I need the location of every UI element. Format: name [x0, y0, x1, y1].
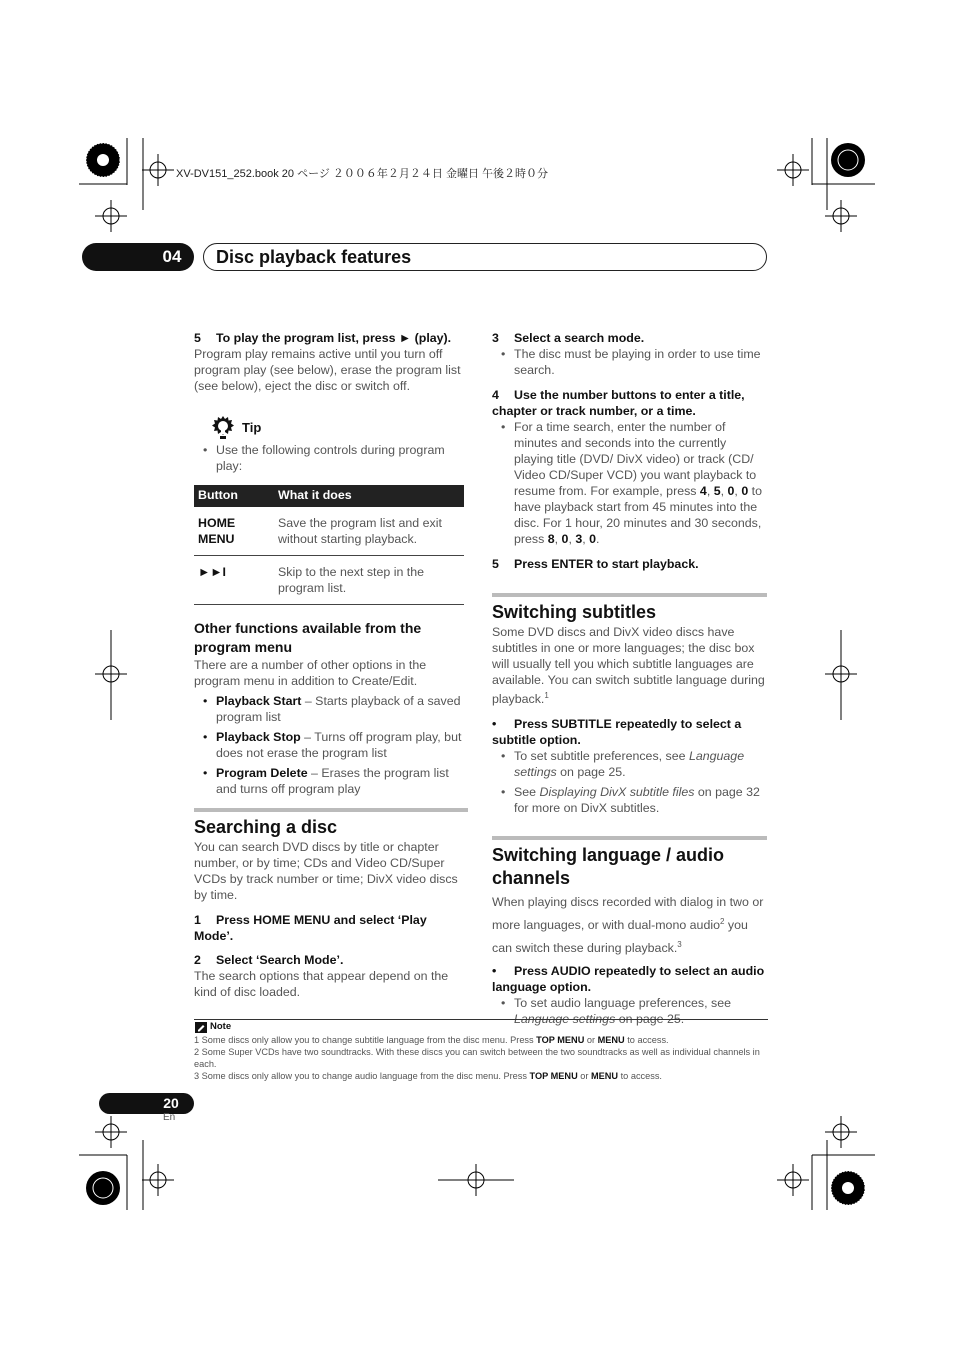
subtitles-body: Some DVD discs and DivX video discs have subtitles in one or more languages; the disc box will usually tell you which subtitle languages are available. You can switch subtitle language during playback.$^1$ [492, 625, 765, 707]
table-cell-desc: Skip to the next step in the program list. [274, 556, 464, 605]
program-controls-table [194, 485, 464, 605]
searching-body: You can search DVD discs by title or chapter number, or by time; CDs and Video CD/Super VCDs by track number or time; DivX video discs by time. [194, 840, 458, 902]
language-section [492, 836, 767, 1027]
table-cell-button: HOME MENU [194, 507, 274, 556]
print-header: XV-DV151_252.book 20 ページ ２００６年２月２４日 金曜日 午後２時０分 [176, 168, 549, 180]
table-cell-desc: Save the program list and exit without starting playback. [274, 507, 464, 556]
tip-list [194, 442, 468, 474]
table-header-what: What it does [274, 485, 464, 507]
list-item: • The disc must be playing in order to use time search. [492, 346, 767, 378]
list-item: • To set subtitle preferences, see Language settings on page 25. [492, 748, 767, 780]
footnote-1: 1 Some discs only allow you to change subtitle language from the disc menu. Press TOP MENU or MENU to access. [194, 1035, 669, 1045]
other-functions-heading: Other functions available from the program menu [194, 620, 422, 655]
functions-list [194, 693, 468, 797]
list-item: • See Displaying DivX subtitle files on page 32 for more on DivX subtitles. [492, 784, 767, 816]
search-step-2-body: The search options that appear depend on the kind of disc loaded. [194, 969, 449, 999]
right-column [492, 330, 767, 572]
tip-label: Tip [242, 420, 262, 435]
searching-heading: Searching a disc [194, 808, 468, 839]
note-header [194, 1021, 768, 1034]
tip-bullet: • Use the following controls during program play: [194, 442, 468, 474]
list-item: • To set audio language preferences, see Language settings on page 25. [492, 995, 767, 1027]
footnote-2: 2 Some Super VCDs have two soundtracks. With these discs you can switch between the two soundtracks as well as individual channels in each. [194, 1047, 760, 1069]
page-language: En [163, 1112, 176, 1123]
list-item: • For a time search, enter the number of minutes and seconds into the currently playing title (DVD/ DivX video) or track (CD/ Video CD/Super VCD) you want playback to resume from. For example, press 4, 5, 0, 0 to have playback start from 45 minutes into the disc. For 1 hour, 20 minutes and 30 seconds, press 8, 0, 3, 0. [492, 419, 767, 547]
page-number: 20 [163, 1095, 179, 1111]
list-item: • Playback Start – Starts playback of a saved program list [194, 693, 468, 725]
chapter-number: 04 [162, 247, 182, 266]
footnotes [194, 1019, 768, 1082]
footnote-3: 3 Some discs only allow you to change audio language from the disc menu. Press TOP MENU or MENU to access. [194, 1071, 662, 1081]
note-pencil-icon [195, 1022, 207, 1033]
step-5-body: Program play remains active until you turn off program play (see below), erase the program list (see below), eject the disc or switch off. [194, 347, 461, 393]
step-3-list [492, 346, 767, 378]
search-step-5: 5 Press ENTER to start playback. [492, 557, 699, 571]
subtitles-step: • Press SUBTITLE repeatedly to select a subtitle option. [492, 717, 742, 748]
note-label: Note [210, 1021, 232, 1032]
table-cell-button: ►►I [194, 556, 274, 605]
language-step: • Press AUDIO repeatedly to select an audio language option. [492, 964, 765, 995]
search-step-4: 4 Use the number buttons to enter a title, chapter or track number, or a time. [492, 388, 745, 418]
search-step-3: 3 Select a search mode. [492, 331, 645, 345]
subtitles-section [492, 593, 767, 816]
subtitles-heading: Switching subtitles [492, 593, 767, 624]
other-functions-body: There are a number of other options in the program menu in addition to Create/Edit. [194, 658, 427, 688]
language-heading: Switching language / audio channels [492, 836, 767, 890]
left-column [194, 330, 468, 797]
searching-section [194, 808, 468, 1000]
chapter-title: Disc playback features [216, 247, 412, 267]
search-step-1: 1 Press HOME MENU and select ‘Play Mode’. [194, 913, 427, 943]
tip-header [194, 420, 468, 442]
language-body: When playing discs recorded with dialog in two or more languages, or with dual-mono audio$^2$ you can switch these during playback.$^3$ [492, 895, 764, 956]
table-header-row [194, 485, 464, 507]
step-4-list [492, 419, 767, 547]
table-row [194, 507, 464, 556]
list-item: • Program Delete – Erases the program list and turns off program play [194, 765, 468, 797]
list-item: • Playback Stop – Turns off program play, but does not erase the program list [194, 729, 468, 761]
step-5-play-program: 5 To play the program list, press ► (play). [194, 331, 452, 345]
table-header-button: Button [194, 485, 274, 507]
search-step-2: 2 Select ‘Search Mode’. [194, 953, 344, 967]
tip-lightbulb-icon [208, 414, 238, 442]
subtitles-list [492, 748, 767, 816]
table-row [194, 556, 464, 605]
